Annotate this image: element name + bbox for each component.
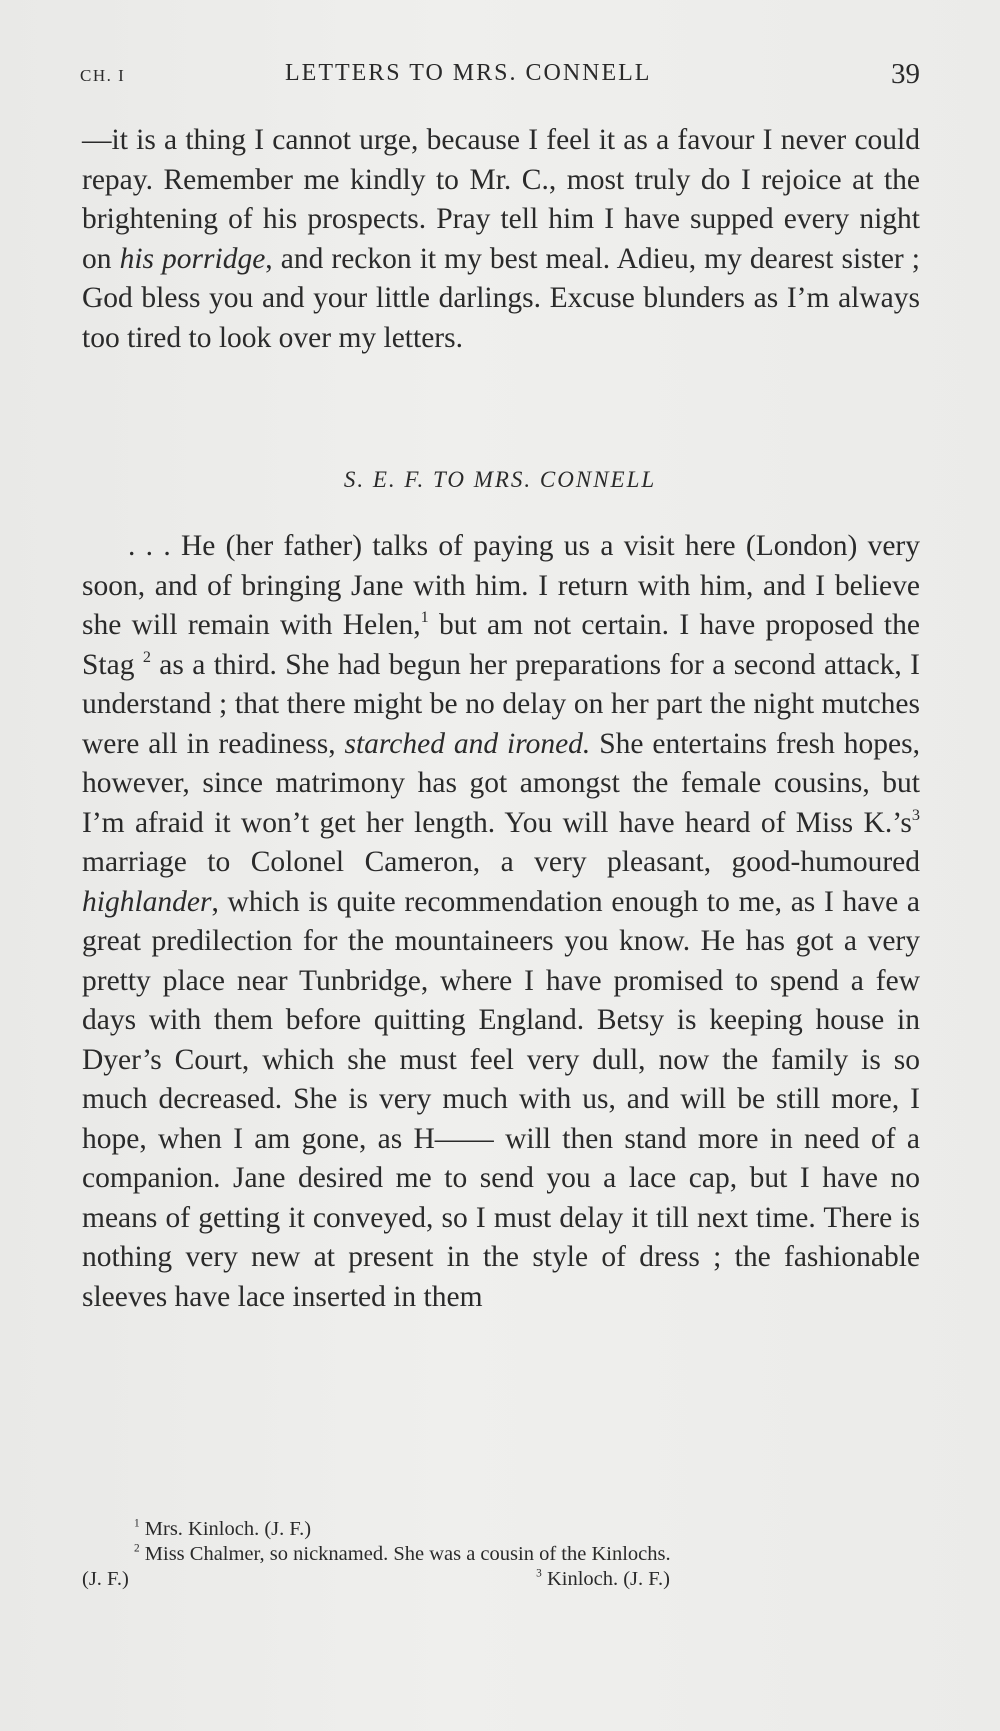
text-run: —it is a thing I cannot urge, because I feel it as a favour I never could repay. Remember me kindly to Mr. C., most truly do I rejoice at the brightening of his prospects. Pray tell him I have supped every night on	[82, 124, 920, 275]
text-run: , which is quite recommendation enough to me, as I have a great predilection for the mountaineers you know. He has got a very pretty place near Tunbridge, where I have promised to spend a few days with them before quitting England. Betsy is keeping house in Dyer’s Court, which she must feel very dull, now the family is so much decreased. She is very much with us, and will be still more, I hope, when I am gone, as H—— will then stand more in need of a companion. Jane desired me to send you a lace cap, but I have no means of getting it conveyed, so I must delay it till next time. There is nothing very new at present in the style of dress ; the fashionable sleeves have lace inserted in them	[82, 885, 920, 1313]
text-run: She entertains fresh hopes, however, since matrimony has got amongst the female cousins, but I’m afraid it won’t get her length. You will have heard of Miss K.’s	[82, 727, 920, 839]
italic-phrase: starched and ironed.	[344, 727, 591, 760]
footnote-text: Miss Chalmer, so nicknamed. She was a cousin of the Kinlochs.	[144, 1543, 671, 1565]
letter-continuation	[82, 121, 920, 358]
running-title: LETTERS TO MRS. CONNELL	[285, 60, 652, 86]
italic-phrase: his porridge	[119, 242, 266, 275]
text-run: . . . He (her father) talks of paying us a visit here (London) very soon, and of bringing Jane with him. I return with him, and I believe she will remain with Helen,	[82, 530, 920, 641]
footnote-text: Mrs. Kinloch. (J. F.)	[144, 1518, 312, 1540]
text-run: marriage to Colonel Cameron, a very pleasant, good-humoured	[82, 846, 920, 878]
footnote-2-continuation: (J. F.)	[82, 1568, 129, 1590]
footnote-number: 2	[134, 1542, 140, 1555]
footnote-number: 1	[134, 1517, 140, 1530]
italic-phrase: highlander	[82, 885, 212, 918]
footnote-1	[82, 1517, 920, 1542]
text-run: as a third. She had begun her preparations for a second attack, I understand ; that there might be no delay on her part the night mutches were all in readiness,	[82, 648, 920, 760]
footnote-2	[82, 1542, 920, 1567]
section-heading: S. E. F. TO MRS. CONNELL	[343, 467, 657, 492]
footnote-marker: 1	[420, 607, 429, 626]
paragraph	[82, 121, 920, 358]
page-number: 39	[891, 58, 920, 90]
footnote-text: Kinloch. (J. F.)	[546, 1568, 670, 1590]
chapter-label: CH. I	[80, 66, 126, 85]
footnotes	[82, 1517, 920, 1592]
text-run: but am not certain. I have proposed the Stag	[82, 609, 920, 681]
footnote-marker: 3	[911, 805, 920, 824]
running-head	[80, 58, 920, 98]
footnote-3	[536, 1567, 920, 1592]
footnote-marker: 2	[142, 647, 151, 666]
footnote-row	[82, 1567, 920, 1592]
text-run: , and reckon it my best meal. Adieu, my dearest sister ; God bless you and your little darlings. Excuse blunders as I’m always too tired to look over my letters.	[82, 242, 920, 354]
footnote-number: 3	[536, 1567, 542, 1580]
letter-body	[82, 527, 920, 1317]
paragraph	[82, 527, 920, 1317]
